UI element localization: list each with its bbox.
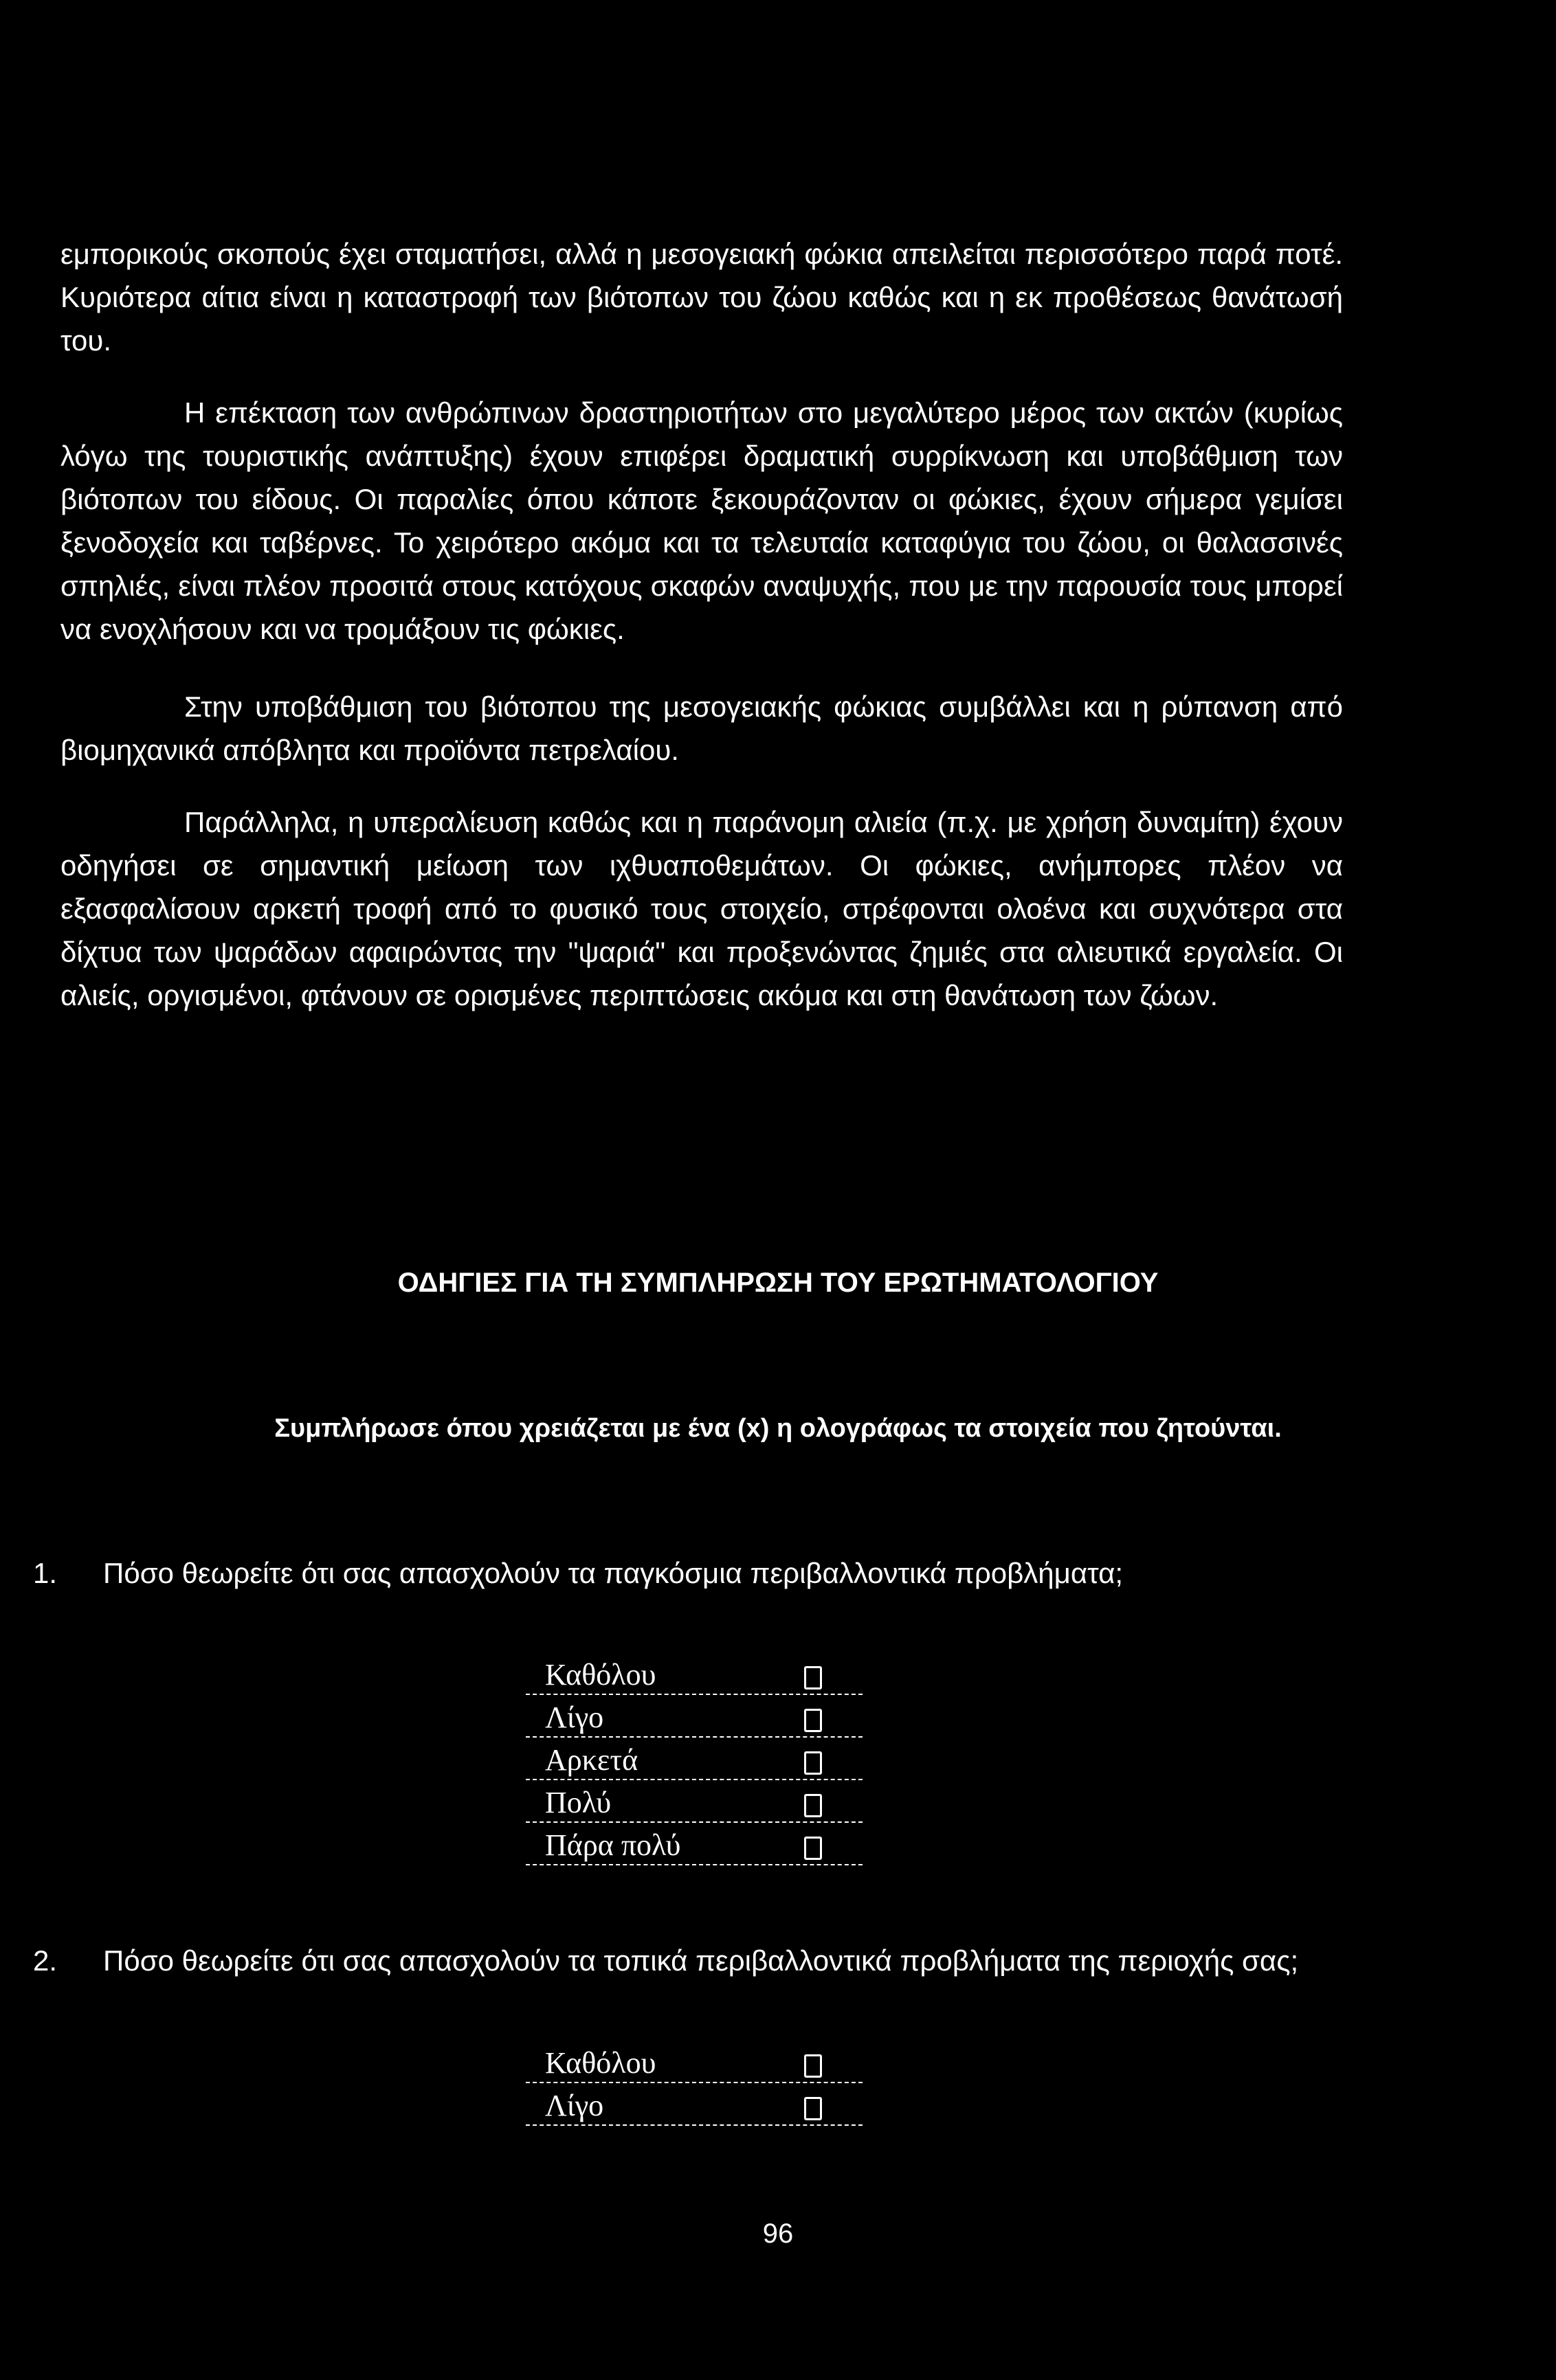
question-2 (33, 1944, 1298, 1977)
question-1-options (526, 1652, 863, 1865)
checkbox[interactable] (804, 2054, 822, 2078)
paragraph-pollution: Στην υποβάθμιση του βιότοπου της μεσογειακής φώκιας συμβάλλει και η ρύπανση από βιομηχανικά απόβλητα και προϊόντα πετρελαίου. (60, 691, 1343, 766)
option-label: Λίγο (545, 1700, 604, 1734)
option-row[interactable] (526, 1780, 863, 1823)
question-2-options (526, 2041, 863, 2126)
paragraph-habitat-loss: Η επέκταση των ανθρώπινων δραστηριοτήτων στο μεγαλύτερο μέρος των ακτών (κυρίως λόγω της τουριστικής ανάπτυξης) έχουν επιφέρει δραματική συρρίκνωση και υποβάθμιση των βιότοπων του είδους. Οι παραλίες όπου κάποτε ξεκουράζονταν οι φώκιες, έχουν σήμερα γεμίσει ξενοδοχεία και ταβέρνες. Το χειρότερο ακόμα και τα τελευταία καταφύγια του ζώου, οι θαλασσινές σπηλιές, είναι πλέον προσιτά στους κατόχους σκαφών αναψυχής, που με την παρουσία τους μπορεί να ενοχλήσουν και να τρομάξουν τις φώκιες. (60, 396, 1343, 645)
option-row[interactable] (526, 1738, 863, 1780)
option-label: Καθόλου (545, 2046, 656, 2080)
option-row[interactable] (526, 1823, 863, 1865)
option-row[interactable] (526, 2041, 863, 2083)
question-text: Πόσο θεωρείτε ότι σας απασχολούν τα τοπικά περιβαλλοντικά προβλήματα της περιοχής σας; (103, 1944, 1299, 1977)
option-label: Αρκετά (545, 1743, 638, 1777)
question-text: Πόσο θεωρείτε ότι σας απασχολούν τα παγκόσμια περιβαλλοντικά προβλήματα; (103, 1557, 1124, 1589)
checkbox[interactable] (804, 2097, 822, 2120)
checkbox[interactable] (804, 1709, 822, 1732)
option-row[interactable] (526, 2083, 863, 2126)
checkbox[interactable] (804, 1751, 822, 1775)
checkbox[interactable] (804, 1666, 822, 1689)
option-label: Πάρα πολύ (545, 1828, 681, 1862)
question-number: 2. (33, 1944, 58, 1977)
option-label: Πολύ (545, 1786, 612, 1819)
checkbox[interactable] (804, 1837, 822, 1860)
question-number: 1. (33, 1557, 58, 1589)
paragraph-overfishing: Παράλληλα, η υπεραλίευση καθώς και η παράνομη αλιεία (π.χ. με χρήση δυναμίτη) έχουν οδηγήσει σε σημαντική μείωση των ιχθυαποθεμάτων. Οι φώκιες, ανήμπορες πλέον να εξασφαλίσουν αρκετή τροφή από το φυσικό τους στοιχείο, στρέφονται ολοένα και συχνότερα στα δίχτυα των ψαράδων αφαιρώντας την "ψαριά" και προξενώντας ζημιές στα αλιευτικά εργαλεία. Οι αλιείς, οργισμένοι, φτάνουν σε ορισμένες περιπτώσεις ακόμα και στη θανάτωση των ζώων. (60, 806, 1343, 1011)
option-label: Καθόλου (545, 1658, 656, 1692)
checkbox[interactable] (804, 1794, 822, 1817)
option-row[interactable] (526, 1695, 863, 1738)
option-label: Λίγο (545, 2089, 604, 2122)
option-row[interactable] (526, 1652, 863, 1695)
instructions-subtitle: Συμπλήρωσε όπου χρειάζεται με ένα (x) η ολογράφως τα στοιχεία που ζητούνται. (274, 1414, 1282, 1443)
question-1 (33, 1557, 1123, 1590)
page-number: 96 (762, 2219, 794, 2249)
instructions-title: ΟΔΗΓΙΕΣ ΓΙΑ ΤΗ ΣΥΜΠΛΗΡΩΣΗ ΤΟΥ ΕΡΩΤΗΜΑΤΟΛΟΓΙΟΥ (397, 1268, 1159, 1298)
paragraph-seal-threats: εμπορικούς σκοπούς έχει σταματήσει, αλλά η μεσογειακή φώκια απειλείται περισσότερο παρά ποτέ. Κυριότερα αίτια είναι η καταστροφή των βιότοπων του ζώου καθώς και η εκ προθέσεως θανάτωσή του. (60, 238, 1343, 357)
